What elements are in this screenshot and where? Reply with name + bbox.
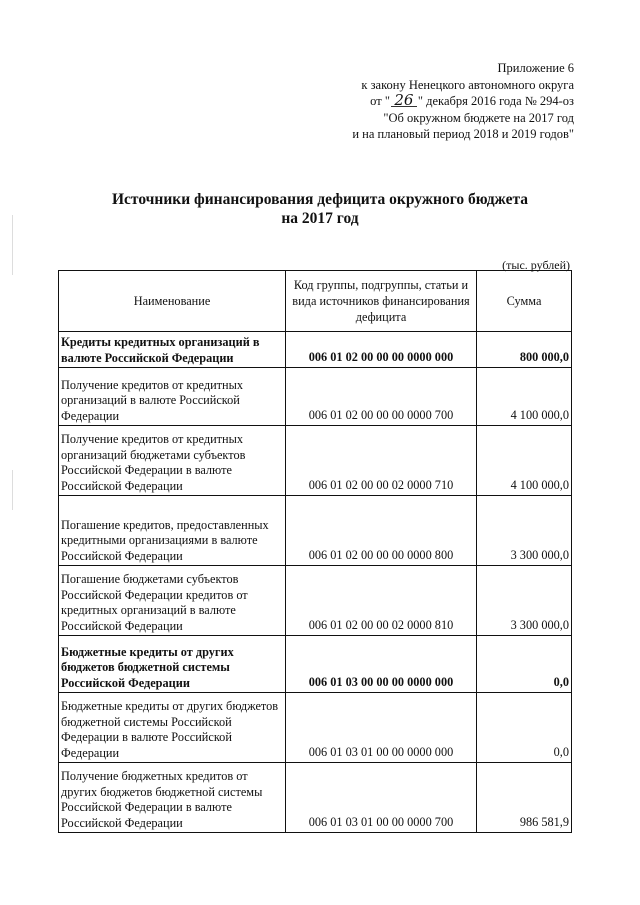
row-code: 006 01 02 00 00 00 0000 000	[286, 332, 477, 368]
table-row	[59, 426, 572, 496]
title-line-1: Источники финансирования дефицита окружного бюджета	[111, 191, 529, 208]
row-name: Получение кредитов от кредитных организаций в валюте Российской Федерации	[59, 368, 286, 426]
row-name: Кредиты кредитных организаций в валюте Российской Федерации	[59, 332, 286, 368]
appendix-header	[352, 60, 574, 143]
row-code: 006 01 02 00 00 02 0000 710	[286, 426, 477, 496]
appendix-law-title: "Об окружном бюджете на 2017 год	[383, 110, 574, 125]
table-row	[59, 496, 572, 566]
row-name: Погашение кредитов, предоставленных кредитными организациями в валюте Российской Федерации	[59, 496, 286, 566]
row-name: Получение бюджетных кредитов от других бюджетов бюджетной системы Российской Федерации в валюте Российской Федерации	[59, 763, 286, 833]
row-name: Получение кредитов от кредитных организаций бюджетами субъектов Российской Федерации в валюте Российской Федерации	[59, 426, 286, 496]
financing-table	[58, 270, 572, 833]
document-title	[0, 190, 640, 228]
row-sum: 800 000,0	[477, 332, 572, 368]
handwritten-day: 26	[391, 94, 417, 107]
row-name: Бюджетные кредиты от других бюджетов бюджетной системы Российской Федерации	[59, 636, 286, 693]
appendix-law-period: и на плановый период 2018 и 2019 годов"	[352, 127, 574, 141]
row-name: Бюджетные кредиты от других бюджетов бюджетной системы Российской Федерации в валюте Российской Федерации	[59, 693, 286, 763]
table-row	[59, 693, 572, 763]
header-code: Код группы, подгруппы, статьи и вида источников финансирования дефицита	[286, 271, 477, 332]
row-code: 006 01 03 00 00 00 0000 000	[286, 636, 477, 693]
row-sum: 4 100 000,0	[477, 368, 572, 426]
table-row	[59, 636, 572, 693]
units-label: (тыс. рублей)	[502, 258, 570, 272]
appendix-date-line	[352, 93, 574, 110]
row-sum: 0,0	[477, 693, 572, 763]
table-row	[59, 566, 572, 636]
date-prefix: от "	[370, 94, 390, 108]
table-row	[59, 368, 572, 426]
row-code: 006 01 02 00 00 02 0000 810	[286, 566, 477, 636]
row-code: 006 01 03 01 00 00 0000 000	[286, 693, 477, 763]
row-sum: 0,0	[477, 636, 572, 693]
table-body	[59, 332, 572, 833]
row-sum: 4 100 000,0	[477, 426, 572, 496]
header-sum: Сумма	[477, 271, 572, 332]
row-sum: 3 300 000,0	[477, 566, 572, 636]
table-header-row	[59, 271, 572, 332]
table-row	[59, 332, 572, 368]
table-row	[59, 763, 572, 833]
row-sum: 3 300 000,0	[477, 496, 572, 566]
header-name: Наименование	[59, 271, 286, 332]
row-sum: 986 581,9	[477, 763, 572, 833]
row-code: 006 01 02 00 00 00 0000 800	[286, 496, 477, 566]
row-code: 006 01 03 01 00 00 0000 700	[286, 763, 477, 833]
row-code: 006 01 02 00 00 00 0000 700	[286, 368, 477, 426]
appendix-number: Приложение 6	[497, 61, 574, 75]
appendix-law-ref: к закону Ненецкого автономного округа	[361, 77, 574, 92]
date-suffix: " декабря 2016 года № 294-оз	[417, 94, 574, 108]
scan-edge-mark	[12, 470, 13, 510]
row-name: Погашение бюджетами субъектов Российской Федерации кредитов от кредитных организаций в валюте Российской Федерации	[59, 566, 286, 636]
title-line-2: на 2017 год	[281, 210, 359, 227]
